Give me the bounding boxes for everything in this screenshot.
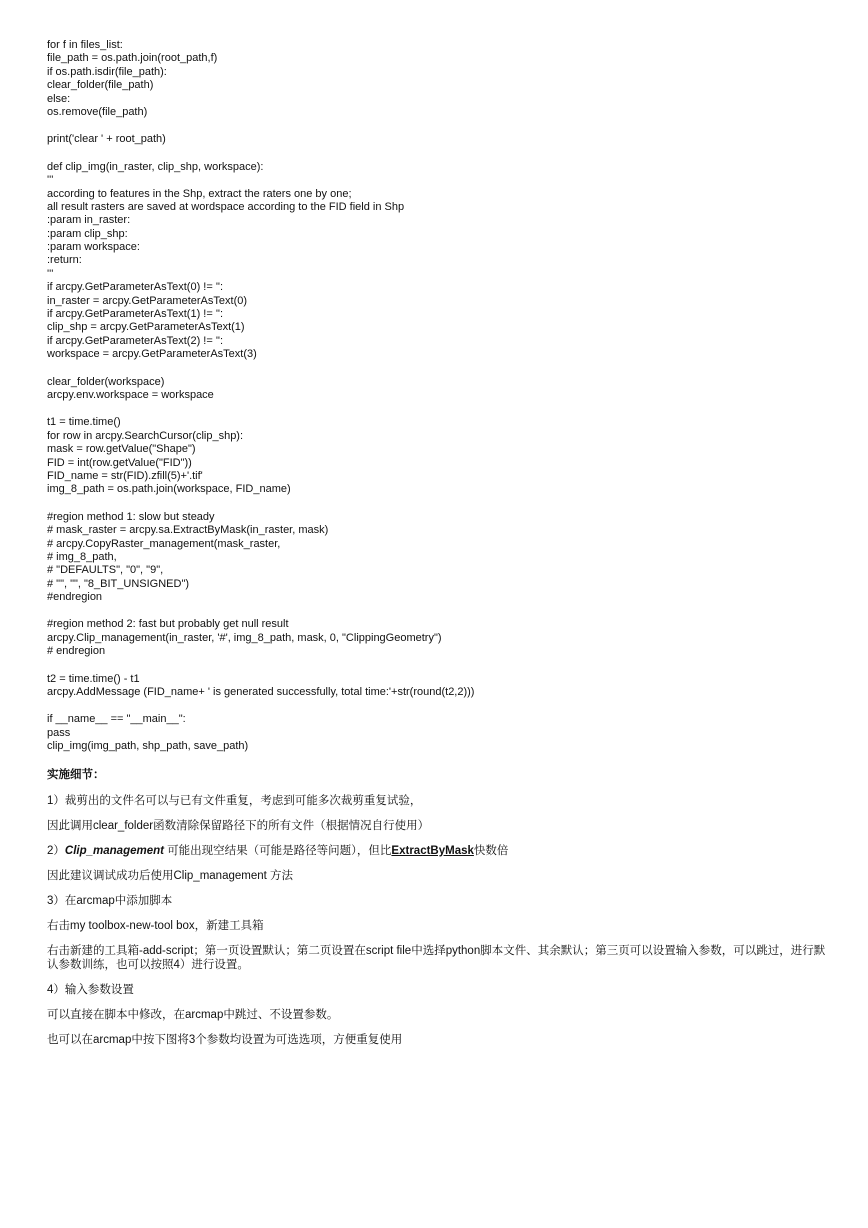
code-line: clear_folder(workspace) [47,375,165,388]
paragraph-5: 3）在arcmap中添加脚本 [47,894,173,907]
paragraph-3 [47,844,827,858]
code-block [47,618,827,658]
paragraph-3-middle: 可能出现空结果（可能是路径等问题），但比 [163,844,392,857]
paragraph-1: 1）裁剪出的文件名可以与已有文件重复，考虑到可能多次裁剪重复试验， [47,794,422,807]
extract-by-mask-link[interactable]: ExtractByMask [391,844,474,857]
code-line: os.remove(file_path) [47,105,148,118]
code-line: if arcpy.GetParameterAsText(1) != '': [47,308,224,321]
paragraph-9: 可以直接在脚本中修改，在arcmap中跳过、不设置参数。 [47,1008,339,1021]
code-line: in_raster = arcpy.GetParameterAsText(0) [47,294,248,307]
code-line: if os.path.isdir(file_path): [47,65,167,78]
code-line: print('clear ' + root_path) [47,133,166,146]
code-line: for f in files_list: [47,39,123,51]
code-block [47,673,827,700]
code-line: t1 = time.time() [47,416,121,429]
paragraph-3-prefix: 2） [47,844,65,857]
code-line: if __name__ == "__main__": [47,713,186,726]
code-line: for row in arcpy.SearchCursor(clip_shp): [47,429,244,442]
code-line: FID = int(row.getValue("FID")) [47,456,192,469]
paragraph-8: 4）输入参数设置 [47,983,134,996]
code-listing [47,39,827,754]
code-line: according to features in the Shp, extract the raters one by one; [47,187,352,200]
code-line: :param in_raster: [47,214,131,227]
code-line: arcpy.env.workspace = workspace [47,388,214,401]
code-line: mask = row.getValue("Shape") [47,443,196,456]
code-line: ''' [47,267,54,280]
code-block [47,161,827,362]
code-line: :param clip_shp: [47,227,128,240]
code-line: #region method 2: fast but probably get null result [47,618,289,631]
code-line: def clip_img(in_raster, clip_shp, workspace): [47,160,264,173]
paragraph-6: 右击my toolbox-new-tool box，新建工具箱 [47,919,264,932]
paragraph-7: 右击新建的工具箱-add-script；第一页设置默认；第二页设置在script file中选择python脚本文件、其余默认；第三页可以设置输入参数，可以跳过，进行默认参数训练，也可以按照4）进行设置。 [47,944,826,971]
section-title: 实施细节： [47,768,105,781]
paragraph-3-suffix: 快数倍 [473,844,509,857]
paragraph-4: 因此建议调试成功后使用Clip_management 方法 [47,869,294,882]
code-line: t2 = time.time() - t1 [47,672,140,685]
code-line: if arcpy.GetParameterAsText(0) != '': [47,281,224,294]
code-line: # "DEFAULTS", "0", "9", [47,564,164,577]
code-line: #region method 1: slow but steady [47,510,215,523]
code-line: clip_img(img_path, shp_path, save_path) [47,740,249,753]
code-line: #endregion [47,591,103,604]
code-line: file_path = os.path.join(root_path,f) [47,52,218,65]
code-block [47,39,827,119]
code-line: img_8_path = os.path.join(workspace, FID_name) [47,483,291,496]
code-line: pass [47,726,71,739]
paragraph-2: 因此调用clear_folder函数清除保留路径下的所有文件（根据情况自行使用） [47,819,430,832]
code-line: else: [47,92,71,105]
code-block [47,511,827,605]
paragraph-10: 也可以在arcmap中按下图将3个参数均设置为可选选项，方便重复使用 [47,1033,403,1046]
code-line: if arcpy.GetParameterAsText(2) != '': [47,334,224,347]
code-line: # "", "", "8_BIT_UNSIGNED") [47,577,190,590]
document-page [47,39,827,1058]
code-line: clear_folder(file_path) [47,79,154,92]
code-line: # img_8_path, [47,550,117,563]
code-line: arcpy.Clip_management(in_raster, '#', img_8_path, mask, 0, "ClippingGeometry") [47,631,442,644]
code-line: FID_name = str(FID).zfill(5)+'.tif' [47,469,203,482]
code-line: workspace = arcpy.GetParameterAsText(3) [47,348,257,361]
code-line: # endregion [47,645,106,658]
code-line: ''' [47,174,54,187]
code-line: clip_shp = arcpy.GetParameterAsText(1) [47,321,245,334]
code-line: :return: [47,254,82,267]
code-block [47,416,827,496]
code-block [47,376,827,403]
clip-management-term: Clip_management [64,844,164,857]
code-line: all result rasters are saved at wordspace according to the FID field in Shp [47,200,405,213]
code-line: arcpy.AddMessage (FID_name+ ' is generated successfully, total time:'+str(round(t2,2))) [47,686,475,699]
code-block [47,713,827,753]
code-block [47,133,827,146]
code-line: # mask_raster = arcpy.sa.ExtractByMask(in_raster, mask) [47,524,329,537]
code-line: :param workspace: [47,241,140,254]
code-line: # arcpy.CopyRaster_management(mask_raster, [47,537,281,550]
